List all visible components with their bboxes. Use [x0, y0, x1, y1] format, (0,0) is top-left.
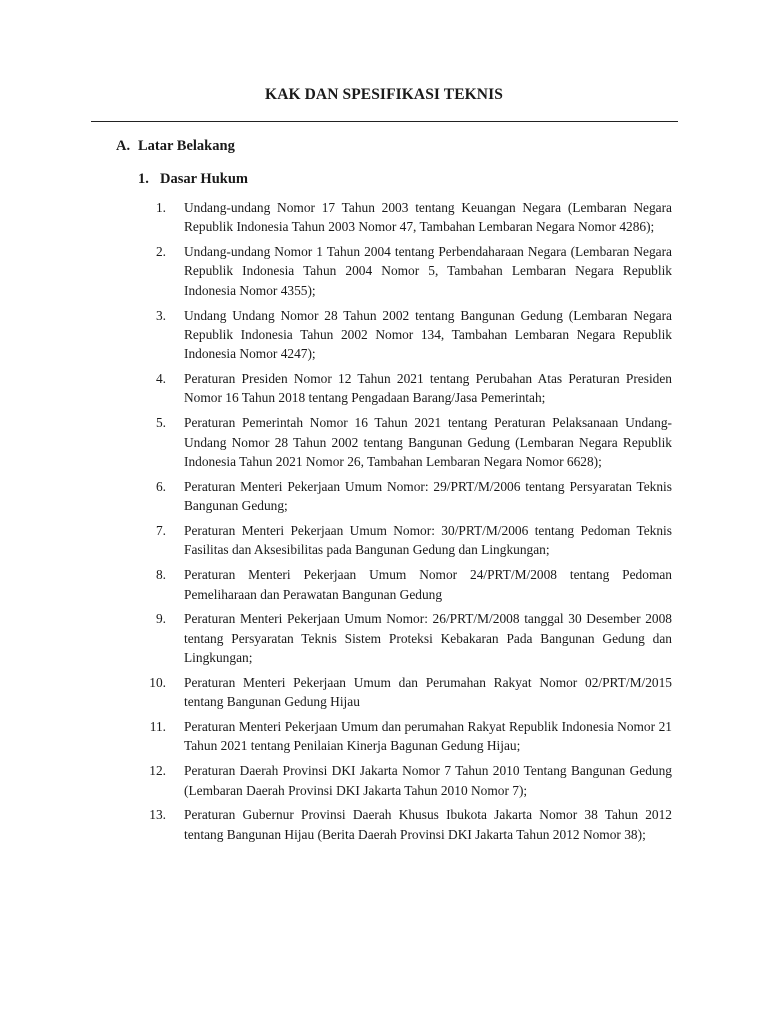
- list-item-number: 7.: [155, 523, 166, 539]
- list-item-number: 12.: [149, 763, 166, 779]
- list-item-number: 5.: [155, 415, 166, 431]
- list-item-text: Peraturan Pemerintah Nomor 16 Tahun 2021 tentang Peraturan Pelaksanaan Undang-Undang Nomor 28 Tahun 2002 tentang Bangunan Gedung (Lembaran Negara Republik Indonesia Tahun 2021 Nomor 26, Tambahan Lembaran Negara Nomor 6628);: [184, 415, 672, 469]
- list-item-text: Undang-undang Nomor 17 Tahun 2003 tentang Keuangan Negara (Lembaran Negara Republik Indonesia Tahun 2003 Nomor 47, Tambahan Lembaran Negara Nomor 4286);: [184, 200, 672, 235]
- list-item-number: 10.: [149, 674, 166, 690]
- list-item-number: 13.: [149, 807, 166, 823]
- list-item-text: Peraturan Gubernur Provinsi Daerah Khusus Ibukota Jakarta Nomor 38 Tahun 2012 tentang Bangunan Hijau (Berita Daerah Provinsi DKI Jakarta Tahun 2012 Nomor 38);: [184, 807, 672, 842]
- list-item-text: Peraturan Presiden Nomor 12 Tahun 2021 tentang Perubahan Atas Peraturan Presiden Nomor 16 Tahun 2018 tentang Pengadaan Barang/Jasa Pemerintah;: [184, 371, 672, 406]
- list-item: [148, 717, 672, 756]
- subsection-marker: 1.: [138, 171, 149, 187]
- list-item-text: Peraturan Menteri Pekerjaan Umum Nomor 24/PRT/M/2008 tentang Pedoman Pemeliharaan dan Perawatan Bangunan Gedung: [184, 567, 672, 602]
- list-item: [148, 609, 672, 667]
- subsection-heading: [138, 171, 248, 188]
- list-item: [148, 673, 672, 712]
- list-item-number: 4.: [155, 371, 166, 387]
- list-item: [148, 761, 672, 800]
- list-item-text: Undang Undang Nomor 28 Tahun 2002 tentang Bangunan Gedung (Lembaran Negara Republik Indonesia Tahun 2002 Nomor 134, Tambahan Lembaran Negara Republik Indonesia Nomor 4247);: [184, 307, 672, 362]
- list-item-text: Peraturan Menteri Pekerjaan Umum Nomor: 29/PRT/M/2006 tentang Persyaratan Teknis Bangunan Gedung;: [184, 478, 672, 514]
- list-item-text: Peraturan Menteri Pekerjaan Umum dan Perumahan Rakyat Nomor 02/PRT/M/2015 tentang Bangunan Gedung Hijau: [184, 674, 672, 710]
- list-item-number: 2.: [155, 244, 166, 260]
- list-item-number: 11.: [149, 719, 166, 735]
- list-item-text: Peraturan Menteri Pekerjaan Umum dan perumahan Rakyat Republik Indonesia Nomor 21 Tahun 2021 tentang Penilaian Kinerja Bagunan Gedung Hijau;: [184, 719, 672, 754]
- list-item-text: Peraturan Menteri Pekerjaan Umum Nomor: 26/PRT/M/2008 tanggal 30 Desember 2008 tentang Persyaratan Teknis Sistem Proteksi Kebakaran Pada Bangunan Gedung dan Lingkungan;: [184, 611, 672, 665]
- list-item: [148, 805, 672, 844]
- list-item-number: 6.: [155, 478, 166, 494]
- list-item-number: 3.: [155, 307, 166, 323]
- list-item: [148, 242, 672, 300]
- list-item: [148, 306, 672, 364]
- list-item: [148, 521, 672, 560]
- section-marker: A.: [116, 138, 131, 154]
- legal-basis-list: [148, 198, 672, 850]
- list-item-number: 8.: [155, 567, 166, 583]
- list-item-text: Peraturan Menteri Pekerjaan Umum Nomor: 30/PRT/M/2006 tentang Pedoman Teknis Fasilitas dan Aksesibilitas pada Bangunan Gedung dan Lingkungan;: [184, 523, 672, 558]
- title-divider: [91, 121, 678, 122]
- list-item-number: 9.: [155, 611, 166, 627]
- list-item-number: 1.: [155, 200, 166, 215]
- document-title: KAK DAN SPESIFIKASI TEKNIS: [265, 86, 503, 103]
- list-item: [148, 565, 672, 604]
- subsection-title: Dasar Hukum: [160, 171, 248, 187]
- list-item: [148, 369, 672, 408]
- list-item: [148, 198, 672, 237]
- list-item-text: Undang-undang Nomor 1 Tahun 2004 tentang Perbendaharaan Negara (Lembaran Negara Republik Indonesia Tahun 2004 Nomor 5, Tambahan Lembaran Negara Republik Indonesia Nomor 4355);: [184, 244, 672, 298]
- list-item: [148, 413, 672, 471]
- section-title: Latar Belakang: [138, 138, 235, 154]
- list-item-text: Peraturan Daerah Provinsi DKI Jakarta Nomor 7 Tahun 2010 Tentang Bangunan Gedung (Lembaran Daerah Provinsi DKI Jakarta Tahun 2010 Nomor 7);: [184, 763, 672, 798]
- list-item: [148, 477, 672, 516]
- section-heading: [116, 138, 235, 155]
